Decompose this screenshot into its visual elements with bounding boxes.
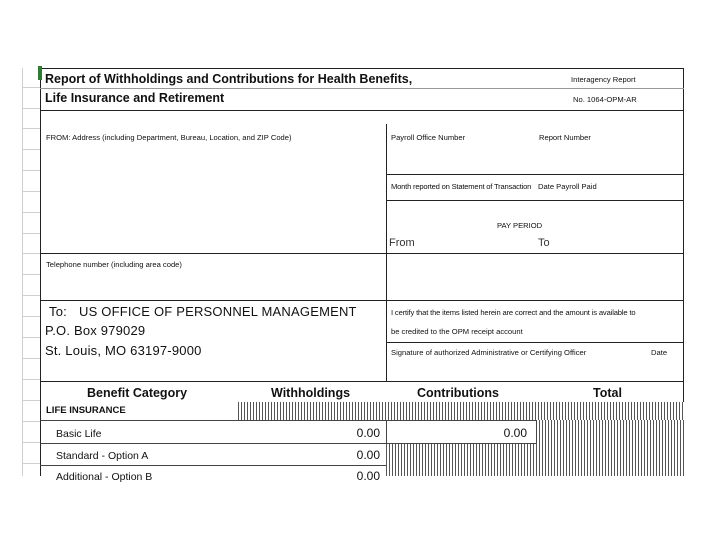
sheet-gridline	[22, 128, 40, 129]
row-label-standard-option-a: Standard - Option A	[56, 450, 149, 462]
sheet-gridline	[22, 233, 40, 234]
sheet-gridline	[22, 421, 40, 422]
divider	[40, 381, 684, 382]
section-life-insurance: LIFE INSURANCE	[46, 405, 126, 416]
sheet-gridline	[22, 212, 40, 213]
hatched-area	[238, 402, 684, 420]
divider	[386, 342, 684, 343]
certify-line2: be credited to the OPM receipt account	[391, 327, 523, 336]
date-payroll-paid-label: Date Payroll Paid	[538, 182, 597, 191]
row-withholdings[interactable]: 0.00	[356, 469, 380, 483]
date-label: Date	[651, 348, 668, 357]
pay-period-from: From	[389, 237, 415, 249]
sheet-gridline	[22, 400, 40, 401]
header-contributions: Contributions	[417, 386, 499, 400]
form-title-line2: Life Insurance and Retirement	[45, 91, 225, 105]
sheet-gridline	[22, 358, 40, 359]
certify-line1: I certify that the items listed herein are correct and the amount is available to	[391, 308, 636, 317]
sheet-gridline	[22, 87, 40, 88]
hatched-area	[536, 420, 684, 476]
po-box: P.O. Box 979029	[45, 323, 146, 338]
header-benefit-category: Benefit Category	[87, 386, 188, 400]
divider	[386, 443, 536, 444]
row-clip	[40, 466, 386, 483]
sheet-gridline	[22, 442, 40, 443]
sheet-gridline	[22, 337, 40, 338]
divider	[40, 110, 684, 111]
row-withholdings[interactable]: 0.00	[356, 426, 380, 440]
divider	[40, 300, 684, 301]
sheet-gridline	[22, 463, 40, 464]
divider	[386, 420, 387, 443]
row-withholdings[interactable]: 0.00	[356, 448, 380, 462]
header-withholdings: Withholdings	[271, 386, 351, 400]
signature-label: Signature of authorized Administrative or Certifying Officer	[391, 348, 587, 357]
sheet-gridline	[22, 379, 40, 380]
sheet-gridline	[22, 316, 40, 317]
sheet-gridline	[22, 149, 40, 150]
pay-period-to: To	[538, 237, 550, 249]
interagency-label: Interagency Report	[571, 75, 636, 84]
divider	[40, 420, 536, 421]
header-total: Total	[593, 386, 622, 400]
row-label-basic-life: Basic Life	[56, 428, 102, 440]
selected-cell-indicator	[38, 66, 42, 80]
report-number-label: Report Number	[539, 133, 591, 142]
sheet-gridline	[22, 295, 40, 296]
payroll-office-label: Payroll Office Number	[391, 133, 466, 142]
sheet-gridline	[22, 170, 40, 171]
opm-name: US OFFICE OF PERSONNEL MANAGEMENT	[79, 304, 357, 319]
sheet-gridline	[22, 68, 23, 476]
pay-period-label: PAY PERIOD	[497, 221, 543, 230]
sheet-gridline	[22, 191, 40, 192]
city-state-zip: St. Louis, MO 63197-9000	[45, 343, 202, 358]
divider	[40, 443, 386, 444]
from-address-label: FROM: Address (including Department, Bureau, Location, and ZIP Code)	[46, 133, 292, 142]
divider	[536, 420, 537, 443]
divider	[386, 200, 684, 201]
divider	[40, 253, 684, 254]
row-contributions[interactable]: 0.00	[503, 426, 527, 440]
to-label: To:	[49, 304, 67, 319]
sheet-gridline	[22, 274, 40, 275]
row-label-additional-option-b: Additional - Option B	[56, 471, 153, 483]
sheet-gridline	[22, 108, 40, 109]
form-number: No. 1064-OPM-AR	[573, 95, 637, 104]
divider	[40, 88, 684, 89]
form-title-line1: Report of Withholdings and Contributions for Health Benefits,	[45, 72, 413, 86]
divider	[386, 174, 684, 175]
telephone-label: Telephone number (including area code)	[46, 260, 182, 269]
sheet-gridline	[22, 253, 40, 254]
hatched-area	[386, 443, 536, 476]
month-reported-label: Month reported on Statement of Transaction	[391, 182, 532, 191]
